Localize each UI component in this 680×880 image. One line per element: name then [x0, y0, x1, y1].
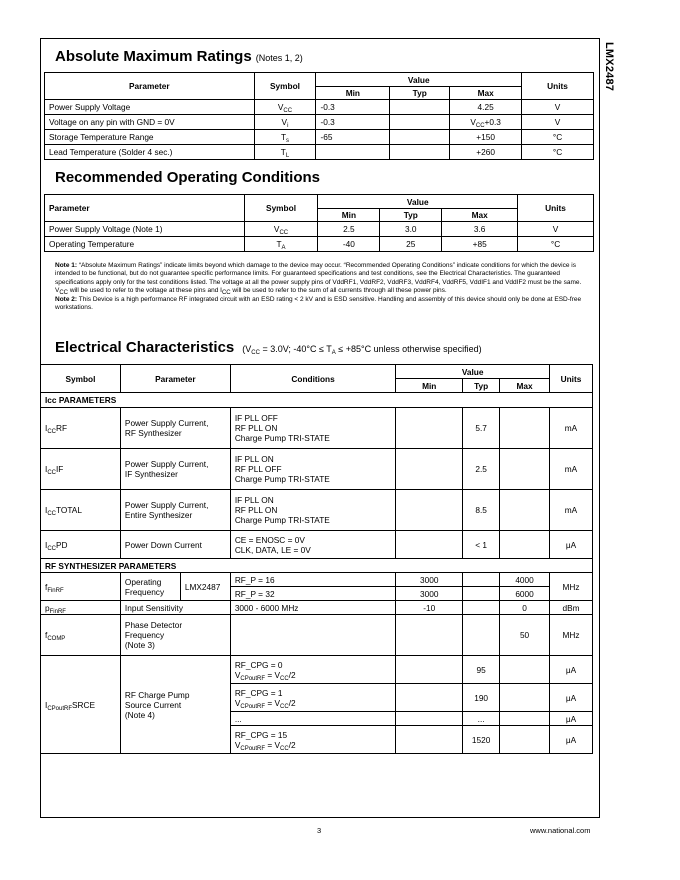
table-row: $I_{CC}IF$ Power Supply Current, IF Synthesizer IF PLL ON RF PLL OFF Charge Pump TRI-STATE 2.5 mA: [41, 449, 593, 490]
table-row: Voltage on any pin with GND = 0V $V_i$ -0.3 $V_{CC}+0.3$ V: [45, 115, 594, 130]
amr-title: Absolute Maximum Ratings (Notes 1, 2): [55, 48, 303, 65]
table-row: $I_{CC}PD$ Power Down Current CE = ENOSC = 0V CLK, DATA, LE = 0V < 1 μA: [41, 531, 593, 559]
table-row: $I_{CC}TOTAL$ Power Supply Current, Entire Synthesizer IF PLL ON RF PLL ON Charge Pump TRI-STATE 8.5 mA: [41, 490, 593, 531]
notes-block: [55, 262, 585, 312]
roc-title: Recommended Operating Conditions: [55, 169, 321, 186]
amr-table: Parameter Symbol Value Units Min Typ Max Power Supply Voltage $V_{CC}$ -0.3 4.25 V Voltage on any pin with GND = 0V $V_i$ -0.3 $V_{CC}+0.3$ V Storage Temperature Range $T_s$ -65 +150 °C Lead Temperature (Solder 4 sec.) $T_L$ +260 °C: [44, 72, 594, 160]
table-row: Operating Temperature $T_A$ -40 25 +85 °C: [45, 237, 594, 252]
part-number-side-title: LMX2487: [603, 42, 615, 92]
note-2: Note 2: This Device is a high performance RF integrated circuit with an ESD rating < 2 kV and is ESD sensitive. Handling and assembly of this device should only be done at ESD-free workstations.: [55, 295, 582, 312]
table-row: RF_CPG = 1 $V_{CPoutRF} = V_{CC}/2$ 190 μA: [41, 684, 593, 712]
table-row: $f_{COMP}$ Phase Detector Frequency (Note 3) 50 MHz: [41, 615, 593, 656]
table-row: $I_{CPoutRF}SRCE$ RF Charge Pump Source Current (Note 4) RF_CPG = 0 $V_{CPoutRF} = V_{CC}/2$ 95 μA: [41, 656, 593, 684]
roc-table: Parameter Symbol Value Units Min Typ Max Power Supply Voltage (Note 1) $V_{CC}$ 2.5 3.0 3.6 V Operating Temperature $T_A$ -40 25 +85 °C: [44, 194, 594, 252]
table-row: Power Supply Voltage $V_{CC}$ -0.3 4.25 V: [45, 100, 594, 115]
ec-table: Symbol Parameter Conditions Value Units Min Typ Max Icc PARAMETERS $I_{CC}RF$ Power Supply Current, RF Synthesizer IF PLL OFF RF PLL ON Charge Pump TRI-STATE 5.7 mA $I_{CC}IF$ Power Supply Current, IF Synthesizer IF PLL ON RF PLL OFF Charge Pump TRI-STATE 2.5 mA $I_{CC}TOTAL$ Power Supply Current, Entire Synthesizer IF PLL ON RF PLL ON Charge Pump TRI-STATE 8.5 mA $I_{CC}PD$ Power Down Current CE = ENOSC = 0V CLK, DATA, LE = 0V < 1 μA RF SYNTHESIZER PARAMETERS $f_{FinRF}$ Operating Frequency LMX2487 RF_P = 16 3000 4000 MHz RF_P = 32 3000 6000 $p_{FinRF}$ Input Sensitivity 3000 - 6000 MHz -10 0 dBm $f_{COMP}$ Phase Detector Frequency (Note 3) 50 MHz $I_{CPoutRF}SRCE$ RF Charge Pump Source Current (Note 4) RF_CPG = 0 $V_{CPoutRF} = V_{CC}/2$ 95 μA RF_CPG = 1 $V_{CPoutRF} = V_{CC}/2$ 190 μA ... ... μA RF_CPG = 15 $V_{CPoutRF} = V_{CC}/2$ 1520 μA: [40, 364, 593, 754]
table-row: ... ... μA: [41, 712, 593, 726]
ec-title: Electrical Characteristics ($V_{CC} = 3.0V$; $-40^\circ C \le T_A \le +85^\circ C$ unless otherwise specified): [55, 339, 482, 356]
table-row: RF_P = 32 3000 6000: [41, 587, 593, 601]
table-row: RF_CPG = 15 $V_{CPoutRF} = V_{CC}/2$ 1520 μA: [41, 726, 593, 754]
section-icc: Icc PARAMETERS: [41, 393, 593, 408]
table-row: $p_{FinRF}$ Input Sensitivity 3000 - 6000 MHz -10 0 dBm: [41, 601, 593, 615]
table-row: Lead Temperature (Solder 4 sec.) $T_L$ +260 °C: [45, 145, 594, 160]
table-row: Power Supply Voltage (Note 1) $V_{CC}$ 2.5 3.0 3.6 V: [45, 222, 594, 237]
table-row: Storage Temperature Range $T_s$ -65 +150 °C: [45, 130, 594, 145]
footer-site: www.national.com: [530, 826, 591, 835]
table-row: $f_{FinRF}$ Operating Frequency LMX2487 RF_P = 16 3000 4000 MHz: [41, 573, 593, 587]
table-row: $I_{CC}RF$ Power Supply Current, RF Synthesizer IF PLL OFF RF PLL ON Charge Pump TRI-STATE 5.7 mA: [41, 408, 593, 449]
page-number: 3: [317, 826, 322, 835]
note-1: Note 1: “Absolute Maximum Ratings” indicate limits beyond which damage to the device may occur. “Recommended Operating Conditions” indicate conditions for which the device is intended to be functional, but do not guarantee specific performance limits. For guaranteed specifications and test conditions, see the Electrical Characteristics. The guaranteed specifications apply only for the test conditions listed. The voltage at all the power supply pins of VddRF1, VddRF2, VddRF3, VddRF4, VddRF5, VddIF1 and VddIF2 must be the same. $V_{CC}$ will be used to refer to the voltage at these pins and $I_{CC}$ will be used to refer to the sum of all currents through all these power pins.: [55, 262, 582, 297]
section-rf: RF SYNTHESIZER PARAMETERS: [41, 559, 593, 573]
